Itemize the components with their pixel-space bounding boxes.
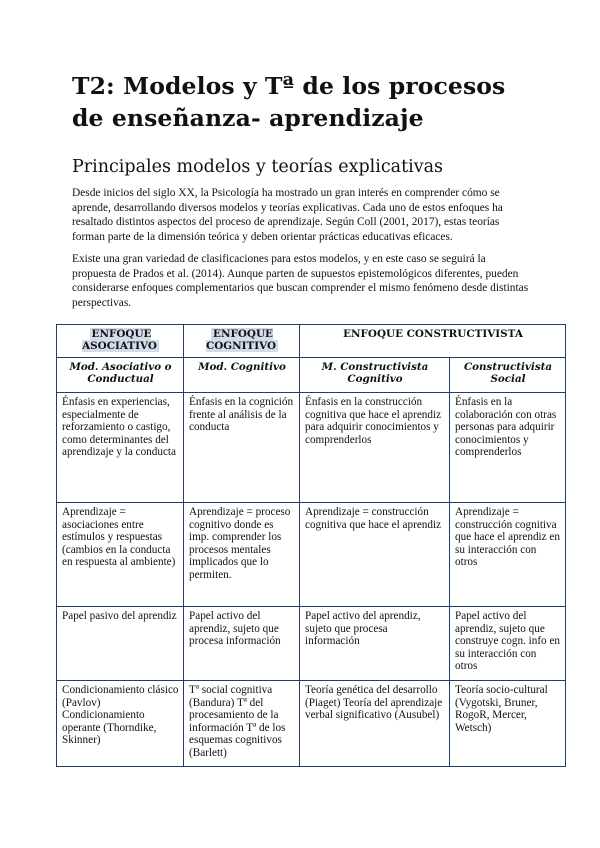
table-cell: Énfasis en la construcción cognitiva que hace el aprendiz para adquirir conocimientos y comprenderlos	[300, 393, 450, 503]
table-row	[57, 607, 566, 681]
table-cell: Papel activo del aprendiz, sujeto que procesa información	[300, 607, 450, 681]
paragraph-classification: Existe una gran variedad de clasificaciones para estos modelos, y en este caso se seguirá la propuesta de Prados et al. (2014). Aunque parten de supuestos epistemológicos diferentes, pueden considerarse enfoques complementarios que buscan comprender el mismo fenómeno desde distintas perspectivas.	[72, 253, 529, 310]
table-cell: Énfasis en experiencias, especialmente de reforzamiento o castigo, como determinantes del aprendizaje y la conducta	[57, 393, 184, 503]
table-row	[57, 393, 566, 503]
header-constructivista: ENFOQUE CONSTRUCTIVISTA	[300, 325, 566, 358]
section-heading: Principales modelos y teorías explicativas	[72, 157, 444, 177]
table-cell: Aprendizaje = asociaciones entre estímulos y respuestas (cambios en la conducta en respuesta al ambiente)	[57, 503, 184, 607]
table-cell: Papel activo del aprendiz, sujeto que construye cogn. info en su interacción con otros	[450, 607, 566, 681]
table-cell: Énfasis en la cognición frente al análisis de la conducta	[184, 393, 300, 503]
table-cell: Énfasis en la colaboración con otras personas para adquirir conocimientos y comprenderlos	[450, 393, 566, 503]
table-row	[57, 503, 566, 607]
table-header-row	[57, 325, 566, 358]
table-subheader-row	[57, 358, 566, 393]
subheader-constructivista-social: Constructivista Social	[450, 358, 566, 393]
table-cell: Papel activo del aprendiz, sujeto que procesa información	[184, 607, 300, 681]
table-row	[57, 681, 566, 767]
paragraph-intro: Desde inicios del siglo XX, la Psicología ha mostrado un gran interés en comprender cómo se aprende, desarrollando diversos modelos y teorías explicativas. Cada uno de estos enfoques ha resaltado distintos aspectos del proceso de aprendizaje. Según Coll (2001, 2017), estas teorías forman parte de la dimensión teórica y deben orientar prácticas educativas eficaces.	[72, 187, 503, 244]
table-cell: Teoría genética del desarrollo (Piaget) Teoría del aprendizaje verbal significativo (Ausubel)	[300, 681, 450, 767]
subheader-cognitivo: Mod. Cognitivo	[184, 358, 300, 393]
table-cell: Condicionamiento clásico (Pavlov) Condicionamiento operante (Thorndike, Skinner)	[57, 681, 184, 767]
table-cell: Tª social cognitiva (Bandura) Tª del procesamiento de la información Tª de los esquemas cognitivos (Barlett)	[184, 681, 300, 767]
header-asociativo: ENFOQUE ASOCIATIVO	[57, 325, 184, 358]
subheader-conductual: Mod. Asociativo o Conductual	[57, 358, 184, 393]
subheader-constructivista-cognitivo: M. Constructivista Cognitivo	[300, 358, 450, 393]
table-cell: Aprendizaje = construcción cognitiva que hace el aprendiz en su interacción con otros	[450, 503, 566, 607]
header-cognitivo: ENFOQUE COGNITIVO	[184, 325, 300, 358]
models-table	[56, 324, 566, 767]
page-title: T2: Modelos y Tª de los procesos de enseñanza- aprendizaje	[72, 72, 506, 132]
table-cell: Teoría socio-cultural (Vygotski, Bruner, RogoR, Mercer, Wetsch)	[450, 681, 566, 767]
table-cell: Papel pasivo del aprendiz	[57, 607, 184, 681]
table-cell: Aprendizaje = proceso cognitivo donde es imp. comprender los procesos mentales implicados que lo permiten.	[184, 503, 300, 607]
table-cell: Aprendizaje = construcción cognitiva que hace el aprendiz	[300, 503, 450, 607]
